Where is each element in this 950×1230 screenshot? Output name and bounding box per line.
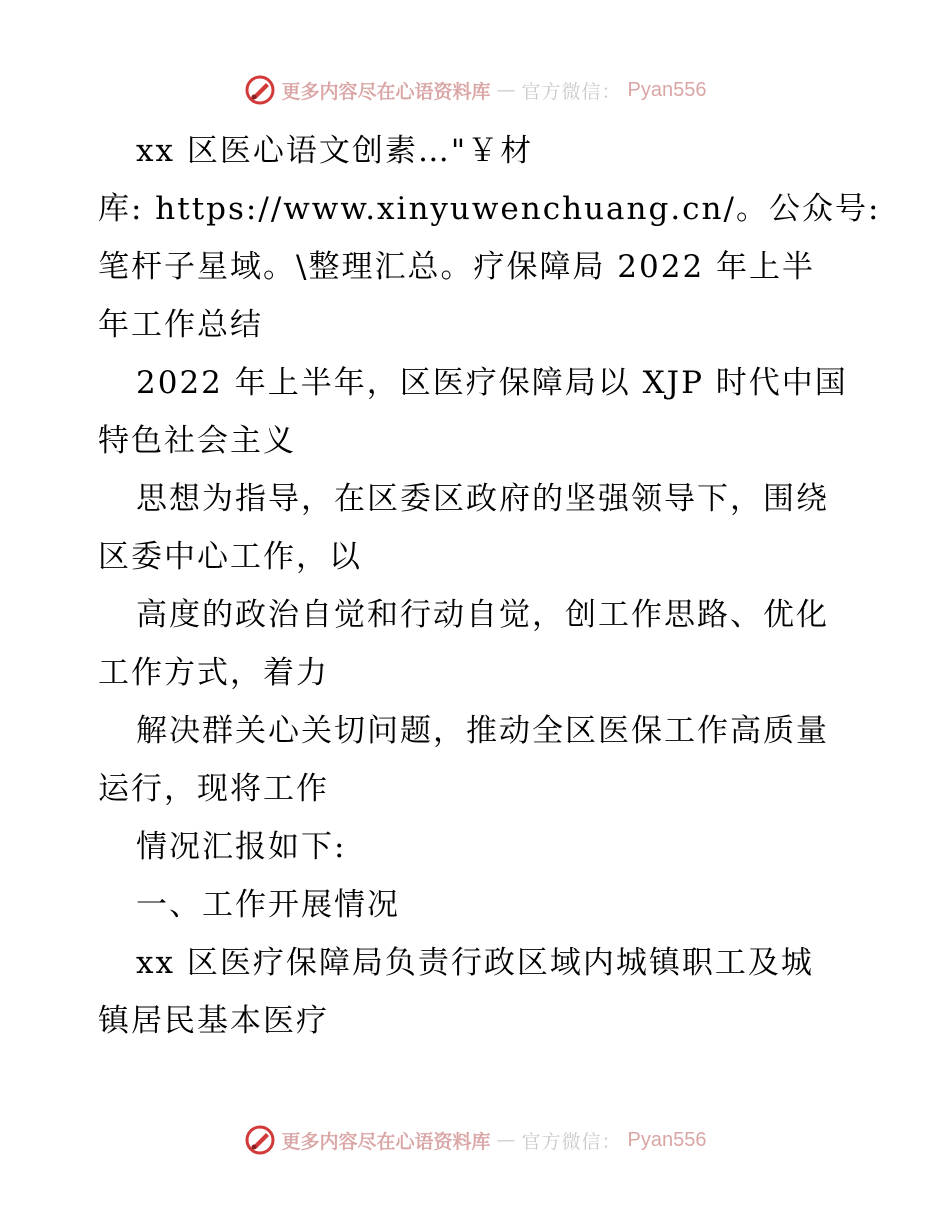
watermark-brand-text: 更多内容尽在心语资料库 [281, 80, 491, 103]
text-line: 工作方式，着力 [98, 655, 329, 691]
text-line: 区委中心工作，以 [98, 539, 362, 575]
text-line: xx 区医疗保障局负责行政区域内城镇职工及城 [136, 945, 814, 981]
text-line: 2022 年上半年，区医疗保障局以 XJP 时代中国 [136, 365, 848, 401]
text-line: 库: https://www.xinyuwenchuang.cn/。公众号: [98, 191, 881, 227]
watermark-official-label: 官方微信： [521, 1130, 622, 1153]
brush-logo-icon [244, 1124, 276, 1156]
document-body [98, 122, 881, 1050]
section-heading: 一、工作开展情况 [136, 887, 400, 923]
header-watermark [0, 72, 950, 108]
watermark-official-label: 官方微信： [521, 80, 622, 103]
text-line: 特色社会主义 [98, 423, 296, 459]
watermark-separator: — [496, 1129, 516, 1151]
footer-watermark [0, 1122, 950, 1158]
text-line: 镇居民基本医疗 [98, 1003, 329, 1039]
watermark-brand-text: 更多内容尽在心语资料库 [281, 1130, 491, 1153]
watermark-wechat-id: Pyan556 [627, 78, 707, 101]
text-line: 解决群关心关切问题，推动全区医保工作高质量 [136, 713, 829, 749]
watermark-separator: — [496, 79, 516, 101]
text-line: 思想为指导，在区委区政府的坚强领导下，围绕 [136, 481, 829, 517]
text-line: 高度的政治自觉和行动自觉，创工作思路、优化 [136, 597, 829, 633]
text-line: xx 区医心语文创素…"￥材 [136, 133, 534, 169]
text-line: 情况汇报如下: [136, 829, 347, 865]
text-line: 笔杆子星域。\整理汇总。疗保障局 2022 年上半 [98, 249, 816, 285]
brush-logo-icon [244, 74, 276, 106]
watermark-wechat-id: Pyan556 [627, 1128, 707, 1151]
text-line: 运行，现将工作 [98, 771, 329, 807]
text-line: 年工作总结 [98, 307, 263, 343]
